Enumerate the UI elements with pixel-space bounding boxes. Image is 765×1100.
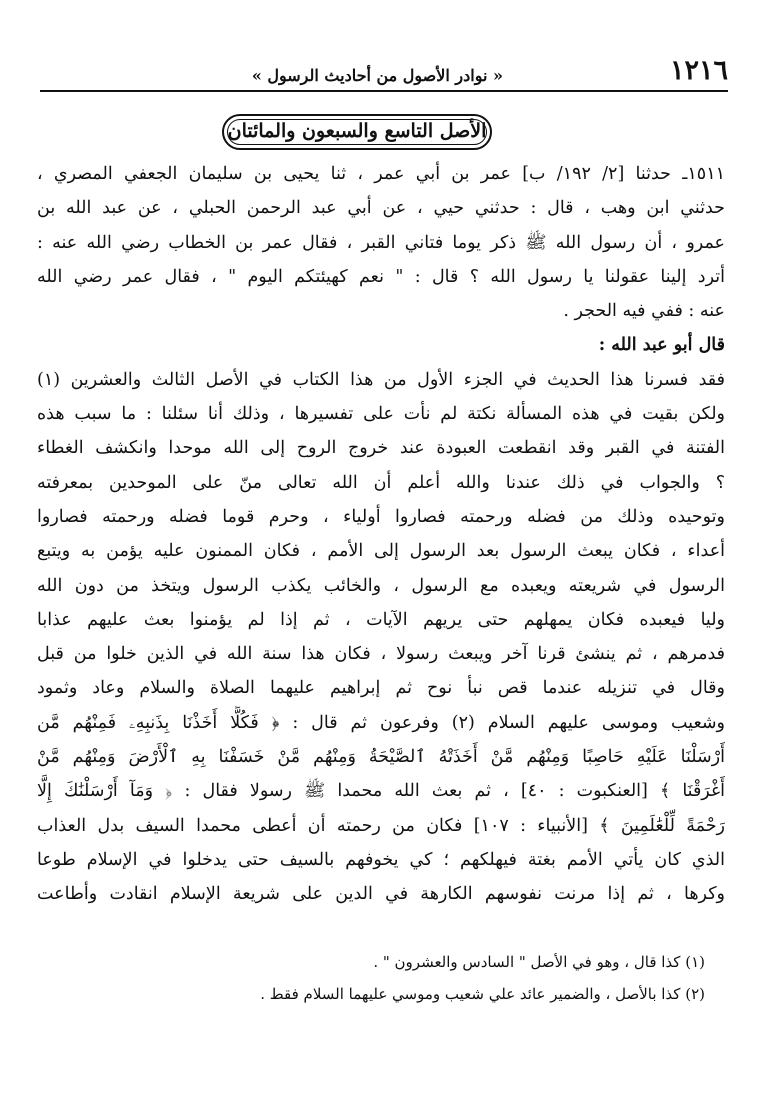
body-line: أَغْرَقْنَا ﴾ [العنكبوت : ٤٠] ، ثم بعث الله محمدا ﷺ رسولا فقال : ﴿ وَمَآ أَرْسَلْنَٰكَ إِلَّا — [37, 781, 725, 802]
body-line: أعداء ، فكان يبعث الرسول بعد الرسول إلى الأمم ، فكان الممنون عليه يؤمن به ويتبع — [37, 541, 725, 562]
body-line: ؟ والجواب في ذلك عندنا والله أعلم أن الله تعالى منّ على الموحدين بمعرفته — [37, 472, 725, 493]
page-number: ١٢١٦ — [669, 55, 728, 86]
chapter-title: الأصل التاسع والسبعون والمائتان — [227, 120, 487, 142]
body-line: وتوحيده وذلك من فضله ورحمته فصاروا أولياء ، وحرم قوما فضله ورحمته فصاروا — [37, 506, 725, 527]
chapter-title-frame — [222, 114, 492, 150]
body-text — [37, 157, 725, 912]
body-line: الرسول في شريعته ويعبده مع الرسول ، والخائب يكذب الرسول ويتخذ من دون الله — [37, 575, 725, 596]
body-line: عمرو ، أن رسول الله ﷺ ذكر يوما فتاني القبر ، فقال عمر بن الخطاب رضي الله عنه : — [37, 232, 725, 253]
body-line: الذي كان يأتي الأمم بغتة فيهلكهم ؛ كي يخوفهم بالسيف حتى يدخلوا في الإسلام طوعا — [37, 849, 725, 870]
body-line: ١٥١١ـ حدثنا [٢/ ١٩٢/ ب] عمر بن أبي عمر ، ثنا يحيى بن سليمان الجعفي المصري ، — [37, 164, 725, 184]
body-line: وكرها ، ثم إذا مرنت نفوسهم الكارهة في الدين على شريعة الإسلام انقادت وأطاعت — [37, 884, 725, 905]
body-line: وليا فيعبده فكان يمهلهم حتى يريهم الآيات ، ثم إذا لم يؤمنوا بعث عليهم عذابا — [37, 609, 725, 630]
body-line: حدثني ابن وهب ، قال : حدثني حيي ، عن أبي عبد الرحمن الحبلي ، عن عبد الله بن — [37, 198, 725, 219]
running-title: « نوادر الأصول من أحاديث الرسول » — [251, 66, 503, 85]
quran-verse-line: أَرْسَلْنَا عَلَيْهِ حَاصِبًا وَمِنْهُم مَّنْ أَخَذَتْهُ ٱلصَّيْحَةُ وَمِنْهُم مَّنْ خَسَفْنَا بِهِ ٱلْأَرْضَ وَمِنْهُم مَّنْ — [37, 747, 725, 768]
body-line: الفتنة في القبر وقد انقطعت العبودة عند خروج الروح إلى الله موحدا وانكشف الغطاء — [37, 438, 725, 459]
body-line: وقال في تنزيله عندما قص نبأ نوح ثم إبراهيم عليهما الصلاة والسلام وعاد وثمود — [37, 678, 725, 699]
body-line: وشعيب وموسى عليهم السلام (٢) وفرعون ثم قال : ﴿ فَكُلًّا أَخَذْنَا بِذَنبِهِۦ فَمِنْهُم مَّن — [37, 712, 725, 733]
header-rule — [40, 90, 728, 92]
footnote: (٢) كذا بالأصل ، والضمير عائد علي شعيب وموسي عليهما السلام فقط . — [260, 985, 705, 1003]
footnote: (١) كذا قال ، وهو في الأصل " السادس والعشرون " . — [373, 953, 705, 971]
section-heading: قال أبو عبد الله : — [598, 335, 725, 356]
body-line: فقد فسرنا هذا الحديث في الجزء الأول من هذا الكتاب في الأصل الثالث والعشرين (١) — [37, 369, 725, 390]
body-line: عنه : ففي فيه الحجر . — [563, 301, 725, 322]
footnotes — [55, 946, 705, 1010]
body-line: أترد إلينا عقولنا يا رسول الله ؟ قال : " نعم كهيئتكم اليوم " ، فقال عمر رضي الله — [37, 266, 725, 287]
body-line: رَحْمَةً لِّلْعَٰلَمِينَ ﴾ [الأنبياء : ١٠٧] فكان من رحمته أن أعطى محمدا السيف بدل العذاب — [37, 815, 725, 836]
page-header — [40, 55, 728, 89]
body-line: فدمرهم ، ثم ينشئ قرنا آخر ويبعث رسولا ، فكان هذا سنة الله في الذين خلوا من قبل — [37, 644, 725, 665]
body-line: ولكن بقيت في هذه المسألة نكتة لم نأت على تفسيرها ، وذلك أنا سئلنا : ما سبب هذه — [37, 404, 725, 425]
